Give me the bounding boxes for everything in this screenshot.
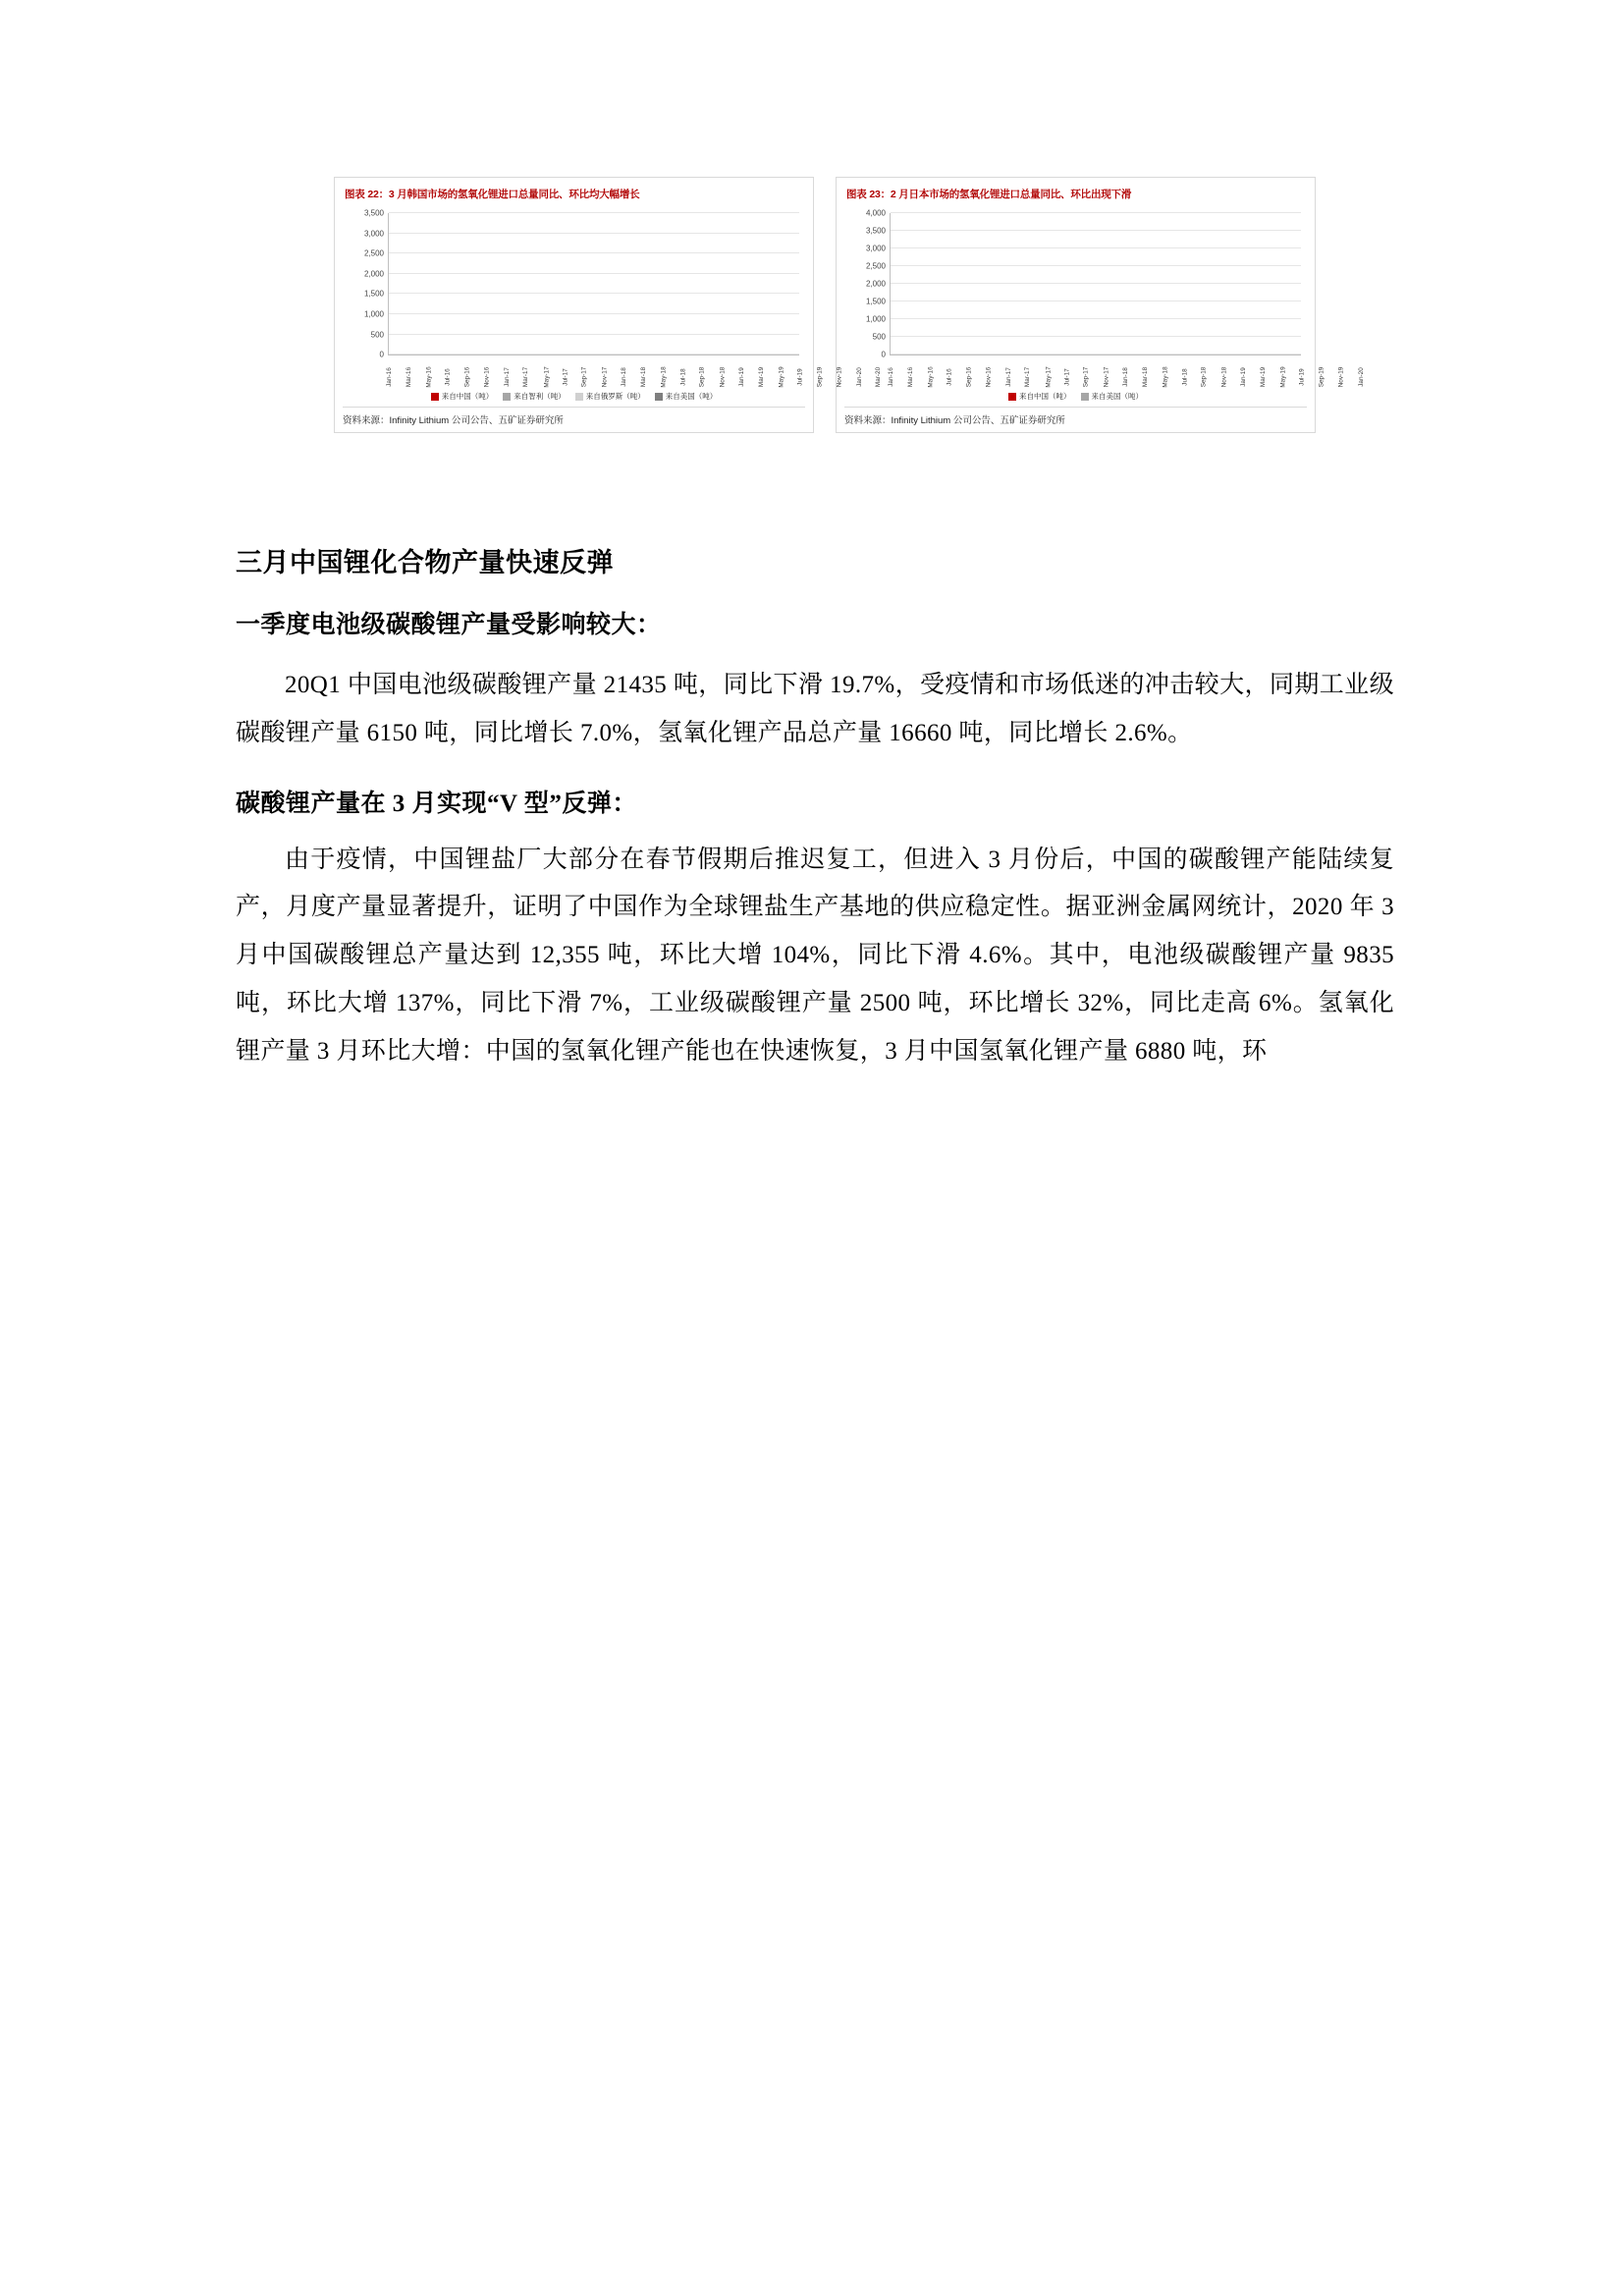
x-axis-tick-label: Jul-18 [679, 368, 687, 386]
bar-group [1072, 213, 1089, 355]
y-axis-tick-label: 0 [881, 350, 886, 359]
bar-group [453, 213, 468, 355]
figure-23-source: 资料来源：Infinity Lithium 公司公告、五矿证券研究所 [844, 407, 1307, 426]
article-body [236, 541, 1394, 1075]
x-axis-tick-label: May-17 [543, 366, 551, 388]
bar-group [1039, 213, 1055, 355]
bar-group [390, 213, 406, 355]
x-axis-tick-label: Mar-17 [1024, 367, 1032, 388]
x-axis-tick-label: Nov-16 [483, 366, 491, 388]
bar-group [1170, 213, 1187, 355]
legend-item [1008, 391, 1071, 402]
figure-23-title: 图表 23：2 月日本市场的氢氧化锂进口总量同比、环比出现下滑 [846, 189, 1132, 200]
x-axis-tick-label: Jan-17 [1004, 367, 1012, 387]
bar-group [421, 213, 437, 355]
x-axis-tick-label: Nov-16 [985, 366, 993, 388]
figure-23 [836, 177, 1365, 433]
y-axis-tick-label: 3,500 [865, 226, 886, 236]
x-axis-tick-label: Sep-19 [816, 366, 824, 388]
figures-row [334, 177, 1365, 433]
bar-group [500, 213, 515, 355]
x-axis-tick-label: Sep-17 [1082, 366, 1090, 388]
y-axis-tick-label: 500 [370, 330, 384, 340]
x-axis-tick-label: Jan-19 [737, 367, 745, 387]
x-axis-tick-label: Mar-16 [405, 367, 412, 388]
x-axis-tick-label: Jan-18 [621, 367, 628, 387]
bar-group [1006, 213, 1023, 355]
figure-22-source: 资料来源：Infinity Lithium 公司公告、五矿证券研究所 [343, 407, 805, 426]
y-axis-tick-label: 1,500 [363, 289, 384, 299]
y-axis-tick-label: 500 [872, 332, 886, 342]
x-axis-tick-label: Jul-16 [946, 368, 953, 386]
x-axis-tick-label: Nov-17 [1103, 366, 1110, 388]
y-axis-tick-label: 1,000 [865, 314, 886, 324]
figure-22-legend [343, 391, 805, 402]
figure-22-title: 图表 22：3 月韩国市场的氢氧化锂进口总量同比、环比均大幅增长 [345, 189, 640, 200]
bar-group [1252, 213, 1269, 355]
legend-item [503, 391, 566, 402]
y-axis-tick-label: 2,500 [363, 248, 384, 258]
legend-swatch [1008, 393, 1016, 401]
bar-group [908, 213, 925, 355]
x-axis-tick-label: Jan-20 [855, 367, 863, 387]
x-axis-tick-label: Jan-16 [385, 367, 393, 387]
subheading-1: 一季度电池级碳酸锂产量受影响较大： [236, 611, 662, 639]
x-axis-tick-label: Mar-17 [522, 367, 530, 388]
bar-group [484, 213, 500, 355]
legend-item [655, 391, 718, 402]
subheading-2: 碳酸锂产量在 3 月实现“V 型”反弹： [236, 790, 637, 817]
bar-group [1088, 213, 1105, 355]
bar-group [1285, 213, 1302, 355]
bar-group [437, 213, 453, 355]
bar-group [1219, 213, 1236, 355]
y-axis-tick-label: 2,000 [363, 269, 384, 279]
bar-group [721, 213, 736, 355]
x-axis-tick-label: Sep-18 [1200, 366, 1208, 388]
legend-label: 来自智利（吨） [514, 392, 566, 402]
page-content [236, 177, 1394, 1081]
bar-group [515, 213, 531, 355]
bar-group [705, 213, 721, 355]
bar-group [1121, 213, 1138, 355]
x-axis-tick-label: Mar-18 [640, 367, 648, 388]
bar-group [1203, 213, 1219, 355]
y-axis-tick-label: 2,500 [865, 261, 886, 271]
x-axis-tick-label: Mar-19 [757, 367, 765, 388]
x-axis-tick-label: Sep-18 [698, 366, 706, 388]
figure-23-xaxis-labels [887, 355, 1365, 389]
x-axis-tick-label: Jan-19 [1239, 367, 1247, 387]
y-axis-tick-label: 2,000 [865, 279, 886, 289]
bar-group [736, 213, 752, 355]
section-heading: 三月中国锂化合物产量快速反弹 [236, 548, 614, 578]
bar-group [1105, 213, 1121, 355]
legend-item [1081, 391, 1144, 402]
x-axis-tick-label: May-16 [927, 366, 935, 388]
y-axis-tick-label: 1,000 [363, 309, 384, 319]
legend-swatch [655, 393, 663, 401]
y-axis-tick-label: 3,500 [363, 208, 384, 218]
y-axis-tick-label: 4,000 [865, 208, 886, 218]
bar-group [610, 213, 625, 355]
bar-group [892, 213, 908, 355]
bar-series-container [390, 213, 799, 355]
bar-group [689, 213, 705, 355]
bar-group [578, 213, 594, 355]
x-axis-tick-label: Sep-16 [964, 366, 972, 388]
figure-22-plot [363, 208, 799, 359]
x-axis-tick-label: Jan-18 [1122, 367, 1130, 387]
bar-group [941, 213, 957, 355]
x-axis-tick-label: Nov-17 [601, 366, 609, 388]
paragraph-1: 20Q1 中国电池级碳酸锂产量 21435 吨，同比下滑 19.7%，受疫情和市场低迷的冲击较大，同期工业级碳酸锂产量 6150 吨，同比增长 7.0%，氢氧化锂产品总产量 16660 吨，同比增长 2.6%。 [236, 672, 1394, 746]
x-axis-tick-label: Mar-16 [906, 367, 914, 388]
bar-group [547, 213, 563, 355]
bar-group [1137, 213, 1154, 355]
legend-label: 来自美国（吨） [1091, 392, 1143, 402]
figure-23-legend [844, 391, 1307, 402]
bar-group [990, 213, 1006, 355]
legend-swatch [431, 393, 439, 401]
legend-swatch [503, 393, 511, 401]
bar-group [642, 213, 658, 355]
bar-group [1235, 213, 1252, 355]
bar-group [784, 213, 799, 355]
bar-group [973, 213, 990, 355]
bar-group [406, 213, 421, 355]
paragraph-2: 由于疫情，中国锂盐厂大部分在春节假期后推迟复工，但进入 3 月份后，中国的碳酸锂产能陆续复产，月度产量显著提升，证明了中国作为全球锂盐生产基地的供应稳定性。据亚洲金属网统计，2020 年 3 月中国碳酸锂总产量达到 12,355 吨，环比大增 104%，同比下滑 4.6%。其中，电池级碳酸锂产量 9835 吨，环比大增 137%，同比下滑 7%，工业级碳酸锂产量 2500 吨，环比增长 32%，同比走高 6%。氢氧化锂产量 3 月环比大增：中国的氢氧化锂产能也在快速恢复，3 月中国氢氧化锂产量 6880 吨，环 [236, 846, 1395, 1065]
y-axis-tick-label: 1,500 [865, 297, 886, 306]
figure-23-plot [865, 208, 1301, 359]
bar-group [625, 213, 641, 355]
y-axis-tick-label: 3,000 [363, 229, 384, 239]
x-axis-tick-label: Nov-19 [836, 366, 843, 388]
legend-item [575, 391, 645, 402]
legend-item [431, 391, 494, 402]
x-axis-tick-label: Nov-18 [718, 366, 726, 388]
bar-group [768, 213, 784, 355]
x-axis-tick-label: Jul-17 [1063, 368, 1071, 386]
x-axis-tick-label: Jul-19 [797, 368, 805, 386]
bar-group [1154, 213, 1170, 355]
figure-23-chart [844, 207, 1365, 389]
x-axis-tick-label: Nov-18 [1219, 366, 1227, 388]
x-axis-tick-label: Jul-19 [1299, 368, 1307, 386]
bar-group [658, 213, 674, 355]
legend-label: 来自俄罗斯（吨） [585, 392, 645, 402]
x-axis-tick-label: May-18 [660, 366, 668, 388]
bar-group [1186, 213, 1203, 355]
x-axis-tick-label: Mar-19 [1259, 367, 1267, 388]
x-axis-tick-label: Jul-18 [1181, 368, 1189, 386]
bar-group [924, 213, 941, 355]
x-axis-tick-label: May-18 [1162, 366, 1169, 388]
x-axis-tick-label: Jul-16 [444, 368, 452, 386]
bar-group [1055, 213, 1072, 355]
x-axis-tick-label: Nov-19 [1337, 366, 1345, 388]
bar-group [563, 213, 578, 355]
bar-group [957, 213, 974, 355]
bar-group [594, 213, 610, 355]
figure-22-xaxis-labels [385, 355, 883, 389]
x-axis-tick-label: Sep-16 [462, 366, 470, 388]
x-axis-tick-label: May-16 [425, 366, 433, 388]
legend-label: 来自中国（吨） [441, 392, 494, 402]
bar-group [468, 213, 484, 355]
legend-label: 来自中国（吨） [1019, 392, 1071, 402]
legend-swatch [1081, 393, 1089, 401]
x-axis-tick-label: Sep-19 [1318, 366, 1325, 388]
x-axis-tick-label: Mar-18 [1142, 367, 1150, 388]
y-axis-tick-label: 0 [379, 350, 384, 359]
x-axis-tick-label: Mar-20 [875, 367, 883, 388]
x-axis-tick-label: Jan-20 [1357, 367, 1365, 387]
bar-group [531, 213, 547, 355]
x-axis-tick-label: May-19 [1279, 366, 1287, 388]
x-axis-tick-label: May-19 [778, 366, 785, 388]
x-axis-tick-label: Jan-17 [503, 367, 511, 387]
x-axis-tick-label: Jul-17 [562, 368, 569, 386]
bar-group [1269, 213, 1285, 355]
bar-series-container [892, 213, 1301, 355]
x-axis-tick-label: Jan-16 [887, 367, 894, 387]
x-axis-tick-label: Sep-17 [580, 366, 588, 388]
bar-group [1023, 213, 1040, 355]
legend-label: 来自美国（吨） [665, 392, 718, 402]
x-axis-tick-label: May-17 [1045, 366, 1053, 388]
bar-group [674, 213, 689, 355]
y-axis-tick-label: 3,000 [865, 244, 886, 253]
bar-group [752, 213, 768, 355]
legend-swatch [575, 393, 583, 401]
